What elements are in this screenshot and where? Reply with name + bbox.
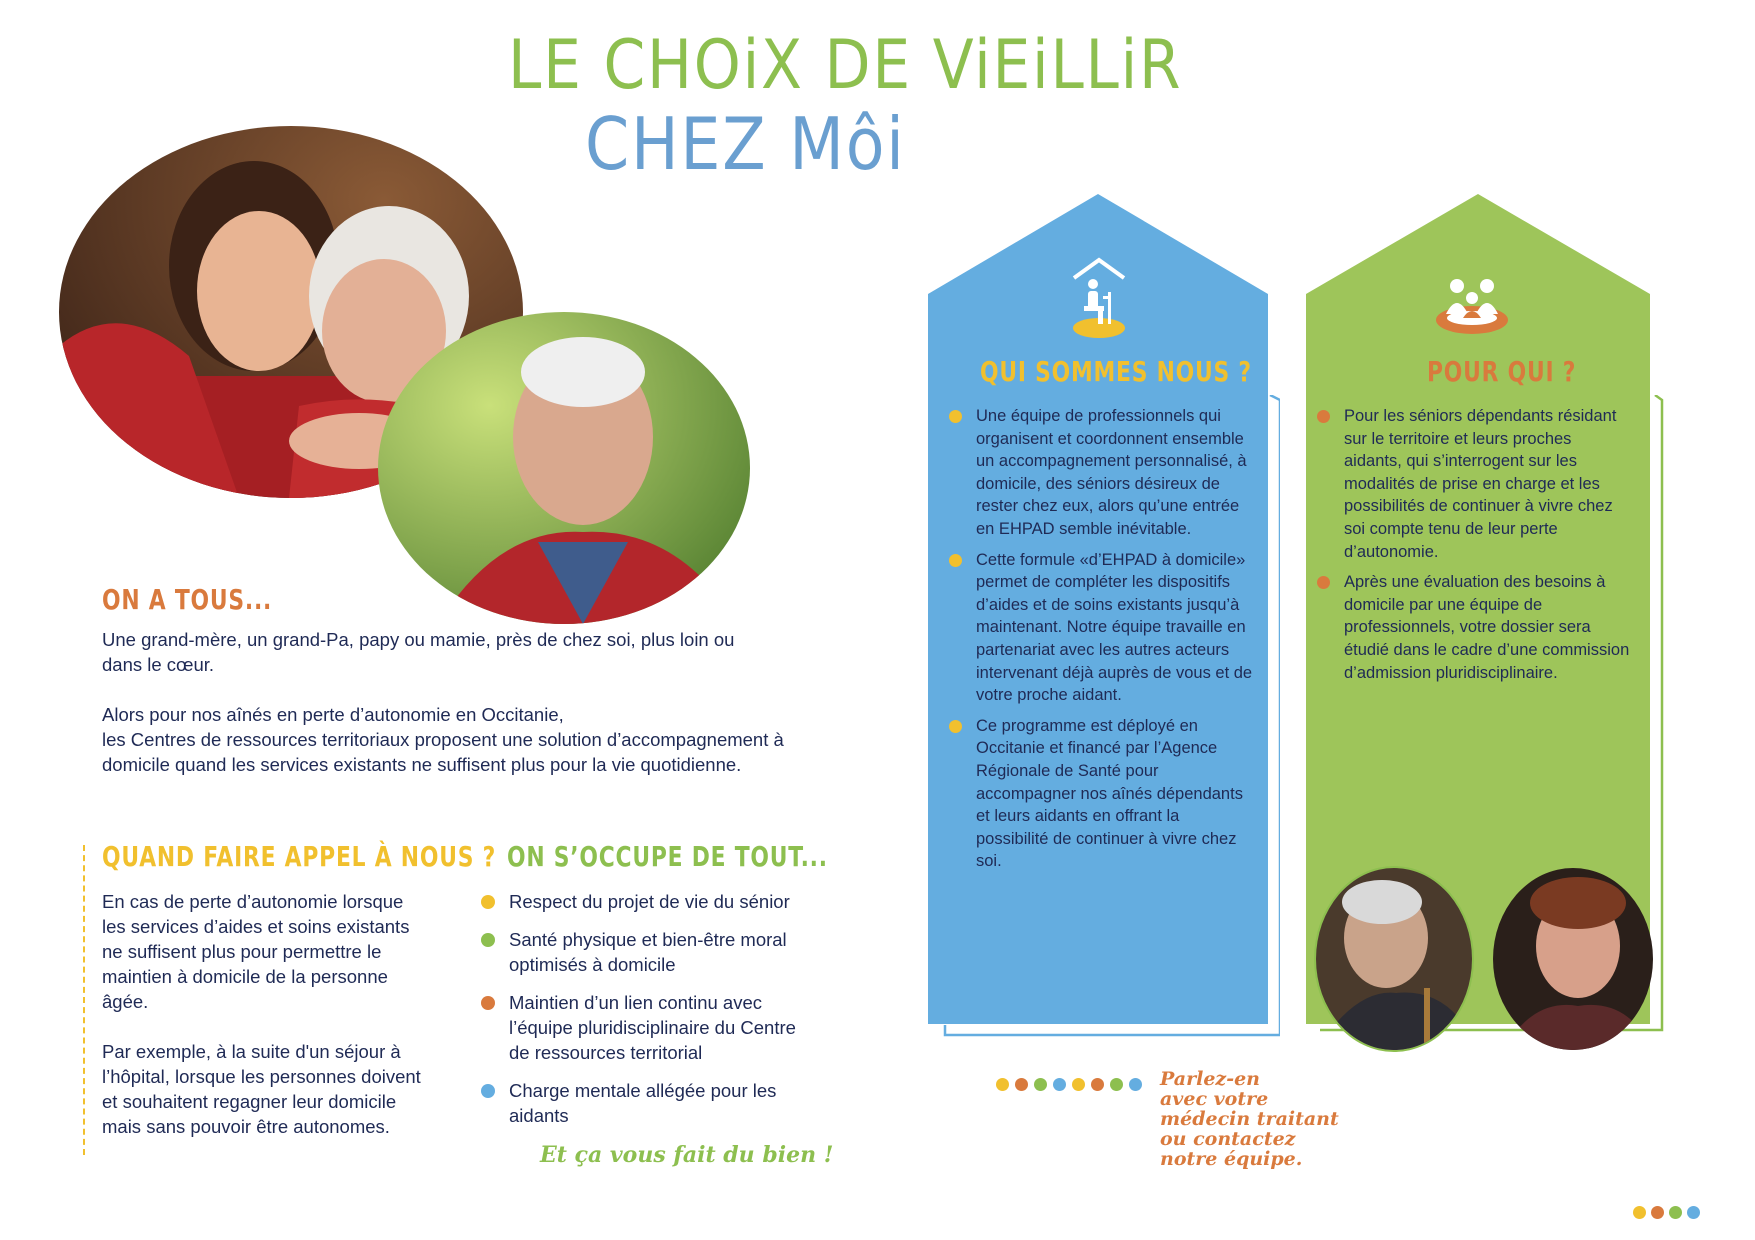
orange-dot-icon [1317, 576, 1330, 589]
quand-para2: Par exemple, à la suite d'un séjour à l’hôpital, lorsque les personnes doivent et souhaitent regagner leur domicile mais sans pouvoir être autonomes. [102, 1041, 421, 1137]
list-item: Une équipe de professionnels qui organisent et coordonnent ensemble un accompagnement personnalisé, à domicile, des séniors désireux de rester chez eux, alors qu’une entrée en EHPAD semble inévitable. [949, 405, 1254, 541]
occupe-heading: ON S’OCCUPE DE TOUT... [507, 840, 828, 873]
decorative-dots-row [996, 1078, 1142, 1091]
pour-heading: POUR QUI ? [1427, 355, 1577, 388]
qui-list [949, 405, 1254, 881]
yellow-dot-icon [481, 895, 495, 909]
on-a-tous-heading: ON A TOUS... [102, 583, 273, 616]
list-item: Après une évaluation des besoins à domicile par une équipe de professionnels, votre dossier sera étudié dans le cadre d’une commission d’admission pluridisciplinaire. [1317, 571, 1632, 684]
cta-line2: avec votre [1160, 1088, 1269, 1110]
page-title-line2: CHEZ Môi [585, 102, 906, 186]
photo-senior-man [1316, 868, 1472, 1050]
list-item: Respect du projet de vie du sénior [481, 889, 821, 914]
blue-dot-icon [481, 1084, 495, 1098]
quand-para1: En cas de perte d’autonomie lorsque les services d’aides et soins existants ne suffisent plus pour permettre le maintien à domicile de la personne âgée. [102, 891, 410, 1012]
list-item: Cette formule «d’EHPAD à domicile» permet de compléter les dispositifs d’aides et de soins existants jusqu’à maintenant. Notre équipe travaille en partenariat avec les autres acteurs intervenant déjà auprès de vous et de votre proche aidant. [949, 549, 1254, 707]
on-a-tous-text [102, 627, 784, 777]
page-title-line1: LE CHOiX DE ViEiLLiR [508, 26, 1183, 105]
dashed-divider [83, 845, 85, 1155]
occupe-list [481, 889, 821, 1141]
quand-text [102, 889, 432, 1139]
cta-line5: notre équipe. [1160, 1148, 1303, 1170]
corner-dots [1633, 1206, 1700, 1219]
photo-elderly-man [378, 312, 750, 624]
yellow-dot-icon [949, 410, 962, 423]
person-at-home-icon [1070, 256, 1128, 340]
on-a-tous-para2-line1: Alors pour nos aînés en perte d’autonomie en Occitanie, [102, 704, 564, 725]
cta-line3: médecin traitant [1160, 1108, 1339, 1130]
quand-heading: QUAND FAIRE APPEL À NOUS ? [102, 840, 497, 873]
photo-senior-woman [1493, 868, 1653, 1050]
list-item: Santé physique et bien-être moral optimisés à domicile [481, 927, 821, 977]
pour-list [1317, 405, 1632, 692]
occupe-tagline: Et ça vous fait du bien ! [540, 1142, 834, 1168]
yellow-dot-icon [949, 554, 962, 567]
qui-heading: QUI SOMMES NOUS ? [980, 355, 1252, 388]
list-item: Maintien d’un lien continu avec l’équipe pluridisciplinaire du Centre de ressources territorial [481, 990, 821, 1065]
yellow-dot-icon [949, 720, 962, 733]
group-people-icon [1434, 274, 1510, 338]
on-a-tous-para1: Une grand-mère, un grand-Pa, papy ou mamie, près de chez soi, plus loin ou dans le cœur. [102, 629, 735, 675]
on-a-tous-para2-line2: les Centres de ressources territoriaux proposent une solution d’accompagnement à domicile quand les services existants ne suffisent plus pour la vie quotidienne. [102, 729, 784, 775]
list-item: Pour les séniors dépendants résidant sur le territoire et leurs proches aidants, qui s’interrogent sur les modalités de prise en charge et les possibilités de continuer à vivre chez soi compte tenu de leur perte d’autonomie. [1317, 405, 1632, 563]
cta-line4: ou contactez [1160, 1128, 1296, 1150]
list-item: Ce programme est déployé en Occitanie et financé par l’Agence Régionale de Santé pour accompagner nos aînés dépendants et leurs aidants en offrant la possibilité de continuer à vivre chez soi. [949, 715, 1254, 873]
orange-dot-icon [1317, 410, 1330, 423]
cta-text [1160, 1069, 1339, 1169]
cta-line1: Parlez-en [1160, 1068, 1260, 1090]
list-item: Charge mentale allégée pour les aidants [481, 1078, 821, 1128]
orange-dot-icon [481, 996, 495, 1010]
green-dot-icon [481, 933, 495, 947]
